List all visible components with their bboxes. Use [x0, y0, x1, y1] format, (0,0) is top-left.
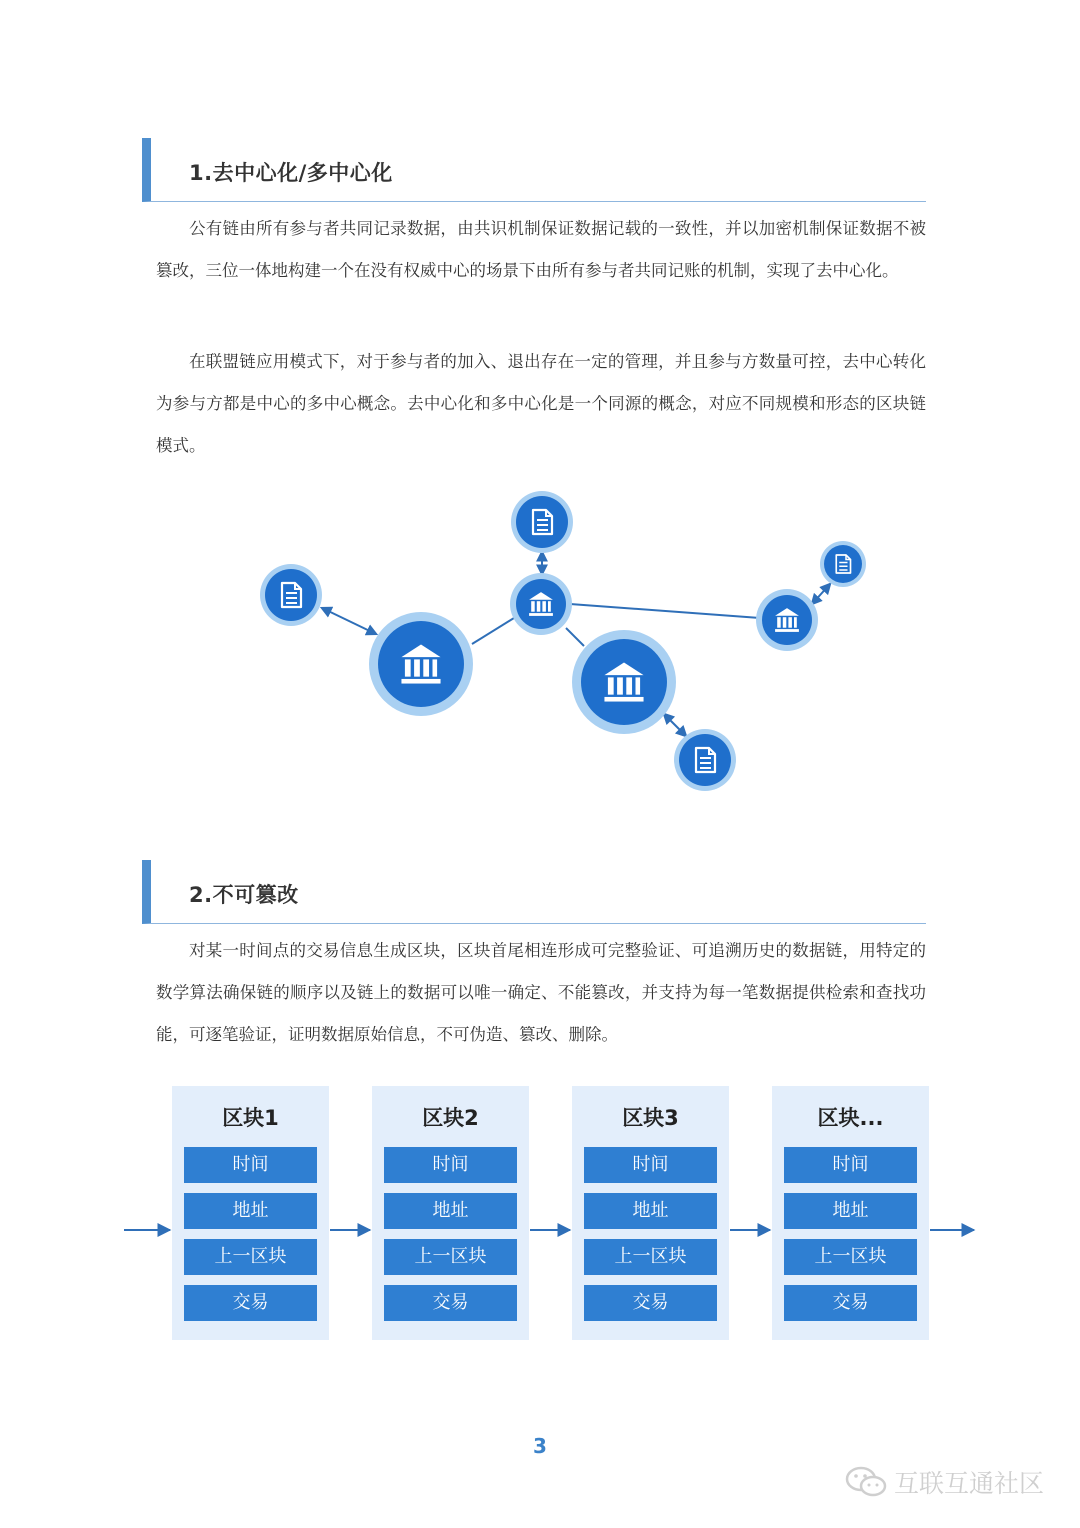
- block-field-transaction: 交易: [184, 1285, 317, 1321]
- block-field-address: 地址: [784, 1193, 917, 1229]
- section-title: 2.不可篡改: [189, 883, 299, 907]
- block-field-previous-block: 上一区块: [784, 1239, 917, 1275]
- network-link: [472, 618, 514, 644]
- block-card: [572, 1086, 729, 1340]
- block-title: 区块2: [422, 1106, 479, 1130]
- node-bank-small: [510, 573, 572, 635]
- section-heading-1: [142, 138, 926, 202]
- block-field-address: 地址: [584, 1193, 717, 1229]
- section-title: 1.去中心化/多中心化: [189, 161, 393, 185]
- block-field-previous-block: 上一区块: [384, 1239, 517, 1275]
- block-card: [372, 1086, 529, 1340]
- page-number: 3: [533, 1434, 547, 1458]
- watermark: [844, 1462, 1044, 1502]
- node-document: [260, 564, 322, 626]
- block-field-previous-block: 上一区块: [584, 1239, 717, 1275]
- block-field-time: 时间: [184, 1147, 317, 1183]
- wechat-icon: [844, 1464, 888, 1500]
- block-field-time: 时间: [384, 1147, 517, 1183]
- block-field-previous-block: 上一区块: [184, 1239, 317, 1275]
- node-document: [674, 729, 736, 791]
- block-card: [172, 1086, 329, 1340]
- block-field-address: 地址: [184, 1193, 317, 1229]
- document-link-arrow: [812, 584, 830, 604]
- network-link: [566, 628, 584, 646]
- node-document: [820, 541, 866, 587]
- node-bank-large: [369, 612, 473, 716]
- decentralized-network-diagram: [0, 480, 1080, 810]
- node-bank-large: [572, 630, 676, 734]
- block-field-time: 时间: [584, 1147, 717, 1183]
- paragraph: 在联盟链应用模式下，对于参与者的加入、退出存在一定的管理，并且参与方数量可控，去中心转化为参与方都是中心的多中心概念。去中心化和多中心化是一个同源的概念，对应不同规模和形态的区块链模式。: [156, 352, 926, 455]
- block-field-transaction: 交易: [784, 1285, 917, 1321]
- block-field-address: 地址: [384, 1193, 517, 1229]
- node-bank-small: [756, 589, 818, 651]
- paragraph: 对某一时间点的交易信息生成区块，区块首尾相连形成可完整验证、可追溯历史的数据链，用特定的数学算法确保链的顺序以及链上的数据可以唯一确定、不能篡改，并支持为每一笔数据提供检索和查找功能，可逐笔验证，证明数据原始信息，不可伪造、篡改、删除。: [156, 941, 926, 1044]
- blockchain-diagram: [0, 1084, 1080, 1344]
- block-title: 区块3: [622, 1106, 679, 1130]
- paragraph: 公有链由所有参与者共同记录数据，由共识机制保证数据记载的一致性，并以加密机制保证数据不被篡改，三位一体地构建一个在没有权威中心的场景下由所有参与者共同记账的机制，实现了去中心化。: [156, 219, 926, 280]
- section-heading-2: [142, 860, 926, 924]
- watermark-text: 互联互通社区: [893, 1469, 1044, 1498]
- block-field-transaction: 交易: [384, 1285, 517, 1321]
- block-card: [772, 1086, 929, 1340]
- block-title: 区块1: [222, 1106, 279, 1130]
- node-document: [511, 491, 573, 553]
- network-link: [570, 604, 760, 618]
- document-link-arrow: [664, 714, 686, 736]
- block-field-time: 时间: [784, 1147, 917, 1183]
- block-field-transaction: 交易: [584, 1285, 717, 1321]
- block-title: 区块...: [817, 1106, 884, 1130]
- document-link-arrow: [322, 608, 376, 634]
